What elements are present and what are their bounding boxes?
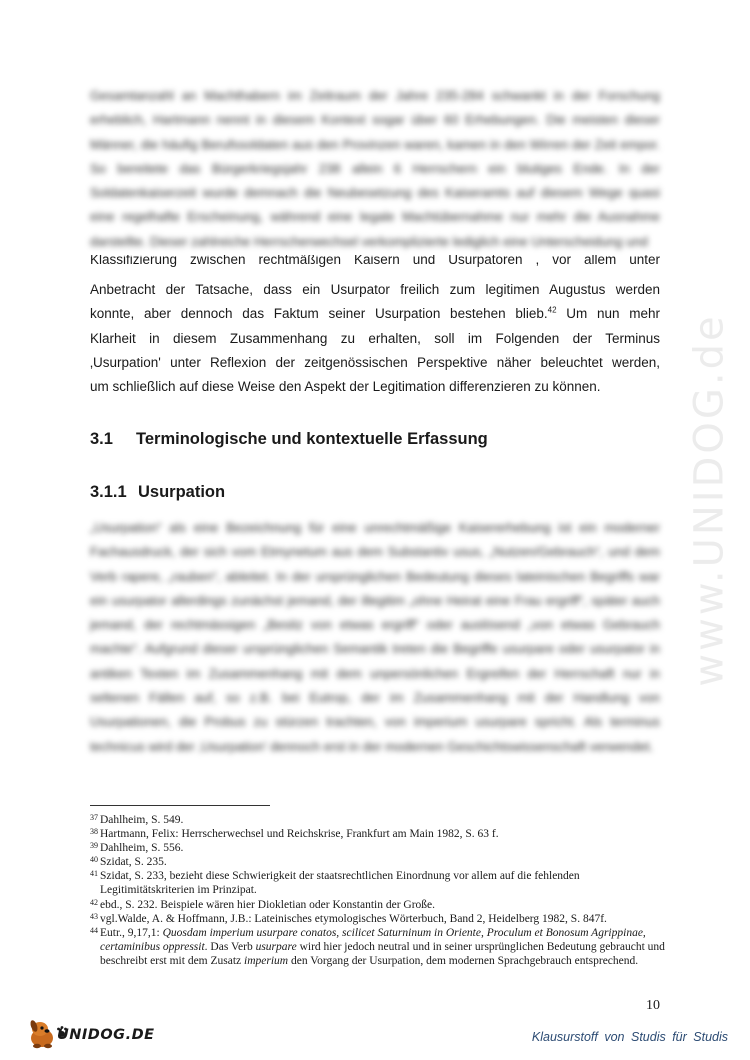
footnote-text: vgl.Walde, A. & Hoffmann, J.B.: Lateinisches etymologisches Wörterbuch, Band 2, Heidelberg 1982, S. 847f. bbox=[100, 912, 607, 925]
logo-text: UNIDOG.DE bbox=[57, 1027, 155, 1043]
dog-icon bbox=[29, 1019, 53, 1048]
paragraph-1-cut-line: Klassifizierung zwischen rechtmäßigen Kaisern und Usurpatoren , vor allem unter bbox=[90, 255, 660, 267]
footnote-mark: 42 bbox=[90, 897, 98, 907]
footnote-text: Dahlheim, S. 549. bbox=[100, 814, 184, 826]
footnote-text: Szidat, S. 233, bezieht diese Schwierigkeit der staatsrechtlichen Einordnung vor allem auf die fehlenden Legitimitätskriterien im Prinzipat. bbox=[100, 870, 580, 897]
section-number: 3.1.1 bbox=[90, 483, 127, 501]
watermark-text: www.UNIDOG.de bbox=[687, 313, 733, 687]
section-heading-3-1 bbox=[90, 430, 488, 449]
footnote-divider bbox=[90, 805, 270, 806]
footnote-text: ebd., S. 232. Beispiele wären hier Diokletian oder Konstantin der Große. bbox=[100, 898, 436, 911]
footnote-ref-42[interactable]: 42 bbox=[547, 305, 557, 315]
footnote-43 bbox=[90, 912, 680, 926]
section-heading-3-1-1 bbox=[90, 483, 225, 502]
footnote-37 bbox=[90, 813, 680, 827]
footnote-mark: 40 bbox=[90, 855, 98, 865]
footnote-mark: 39 bbox=[90, 841, 98, 851]
paragraph-1 bbox=[90, 256, 660, 399]
footnote-41 bbox=[90, 869, 680, 897]
footnote-38 bbox=[90, 827, 680, 841]
paragraph-1-line: Anbetracht der Tatsache, dass ein Usurpator freilich zum legitimen Augustus werden bbox=[90, 282, 660, 297]
footnote-44 bbox=[90, 926, 680, 968]
footnote-mark: 38 bbox=[90, 827, 98, 837]
footnote-mark: 37 bbox=[90, 813, 98, 822]
tagline: Klausurstoff von Studis für Studis bbox=[531, 1030, 728, 1044]
page-number: 10 bbox=[646, 998, 660, 1013]
section-title: Usurpation bbox=[138, 483, 226, 501]
footnote-40 bbox=[90, 855, 680, 869]
section-title: Terminologische und kontextuelle Erfassung bbox=[136, 430, 488, 448]
footnote-text: Szidat, S. 235. bbox=[100, 856, 167, 869]
footnote-text: Eutr., 9,17,1: Quosdam imperium usurpare conatos, scilicet Saturninum in Oriente, Proculum et Bonosum Agrippinae, certaminibus oppressit. Das Verb usurpare wird hier jedoch neutral und in seiner ursprünglichen Bedeutung gebraucht und beschreibt erst mit dem Zusatz imperium den Vorgang der Usurpation, dem modernen Sprachgebrauch entsprechend. bbox=[100, 926, 665, 967]
footnote-39 bbox=[90, 841, 680, 855]
paragraph-1-line: Klarheit in diesem Zusammenhang zu erhalten, soll im Folgenden der Terminus bbox=[90, 330, 660, 346]
footnote-mark: 41 bbox=[90, 869, 98, 879]
footnote-42 bbox=[90, 898, 680, 912]
footnote-text: Dahlheim, S. 556. bbox=[100, 842, 184, 855]
watermark bbox=[687, 270, 733, 730]
blurred-paragraph-top: Gesamtanzahl an Machthabern im Zeitraum der Jahre 235-284 schwankt in der Forschung erheblich, Hartmann nennt in diesem Kontext sogar über 60 Erhebungen. Die meisten dieser Männer, die häufig Berufssoldaten aus den Provinzen waren, kamen in den Wirren der Zeit empor. So bereitete das Bürgerkriegsjahr 238 allein 6 Herrschern ein blutiges Ende. In der Soldatenkaiserzeit wurde demnach die Neubesetzung des Kaiseramts auf diesem Wege quasi eine regelhafte Erscheinung, während eine legale Machtübernahme nur mehr die Ausnahme darstellte. Dieser zahlreiche Herrscherwechsel verkomplizierte lediglich eine Unterscheidung und bbox=[90, 88, 660, 249]
blurred-paragraph-bottom: „Usurpation“ als eine Bezeichnung für eine unrechtmäßige Kaisererhebung ist ein moderner Fachausdruck, der sich vom Etmynetum aus dem Substantiv usus, „Nutzen/Gebrauch“, und dem Verb rapere, „rauben“, ableitet. In der ursprünglichen Bedeutung dieses lateinischen Begriffs war ein usurpator allerdings zunächst jemand, der illegitim „ohne Heirat eine Frau ergriff“, später auch jemand, der rechtmässigen „Besitz von etwas ergriff“ oder auslösend „von etwas Gebrauch machte“. Aufgrund dieser ursprünglichen Semantik treten die Begriffe usurpare oder usurpator in antiken Texten im Zusammenhang mit dem unpersönlichen Ergreifen der Herrschaft nur in seltenen Fällen auf, so z.B. bei Eutrop, der im Zusammenhang mit der Handlung von Usurpationen, die Probus zu stürzen trachten, von imperium usurpare spricht. Als terminus technicus wird der ‚Usurpation' dennoch erst in der modernen Geschichtswissenschaft verwendet. bbox=[90, 520, 660, 754]
footnote-text: Hartmann, Felix: Herrscherwechsel und Reichskrise, Frankfurt am Main 1982, S. 63 f. bbox=[100, 828, 499, 841]
section-number: 3.1 bbox=[90, 430, 113, 448]
footnote-mark: 44 bbox=[90, 925, 98, 935]
paragraph-1-line: um schließlich auf diese Weise den Aspekt der Legitimation differenzieren zu können. bbox=[90, 379, 601, 395]
paragraph-1-line: konnte, aber dennoch das Faktum seiner Usurpation bestehen blieb.$^{42}$ Um nun mehr bbox=[90, 305, 661, 322]
footnote-mark: 43 bbox=[90, 911, 98, 921]
paragraph-1-line: ‚Usurpation' unter Reflexion der zeitgenössischen Perspektive näher beleuchtet werden, bbox=[90, 354, 660, 370]
footnotes bbox=[90, 813, 680, 968]
